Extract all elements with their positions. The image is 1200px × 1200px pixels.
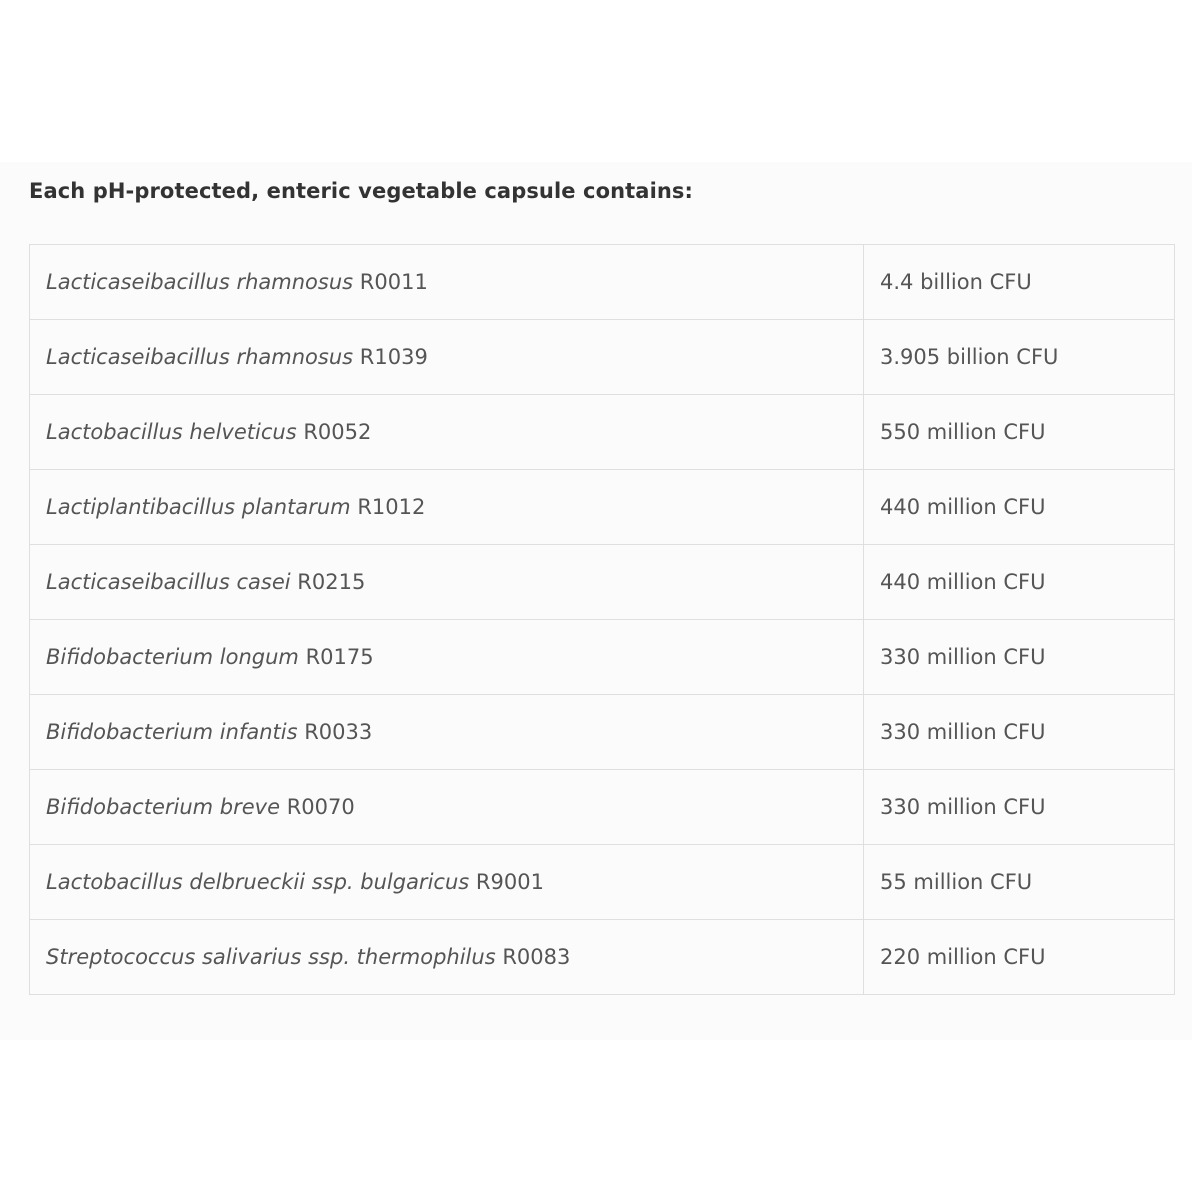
amount-cell: 330 million CFU [864, 620, 1175, 695]
species-name: Lactobacillus delbrueckii ssp. bulgaricus [46, 870, 470, 894]
table-row [30, 245, 1175, 320]
species-name: Streptococcus salivarius ssp. thermophilus [46, 945, 496, 969]
amount-cell: 550 million CFU [864, 395, 1175, 470]
strain-code: R0033 [304, 720, 373, 744]
amount-cell: 440 million CFU [864, 470, 1175, 545]
strain-cell [30, 770, 864, 845]
species-name: Bifidobacterium longum [46, 645, 299, 669]
species-name: Lacticaseibacillus rhamnosus [46, 345, 354, 369]
table-row [30, 470, 1175, 545]
strain-code: R0052 [303, 420, 372, 444]
table-row [30, 620, 1175, 695]
amount-cell: 55 million CFU [864, 845, 1175, 920]
table-row [30, 920, 1175, 995]
strain-cell [30, 545, 864, 620]
table-row [30, 320, 1175, 395]
strain-code: R1012 [357, 495, 426, 519]
species-name: Bifidobacterium breve [46, 795, 281, 819]
amount-cell: 330 million CFU [864, 770, 1175, 845]
strain-cell [30, 320, 864, 395]
table-row [30, 395, 1175, 470]
capsule-contents-heading: Each pH-protected, enteric vegetable capsule contains: [29, 179, 694, 203]
species-name: Lacticaseibacillus rhamnosus [46, 270, 354, 294]
ingredients-table [29, 244, 1175, 995]
table-row [30, 845, 1175, 920]
table-row [30, 695, 1175, 770]
strain-cell [30, 245, 864, 320]
amount-cell: 330 million CFU [864, 695, 1175, 770]
amount-cell: 4.4 billion CFU [864, 245, 1175, 320]
strain-code: R0215 [297, 570, 366, 594]
strain-code: R0011 [359, 270, 428, 294]
amount-cell: 3.905 billion CFU [864, 320, 1175, 395]
strain-code: R1039 [359, 345, 428, 369]
species-name: Lacticaseibacillus casei [46, 570, 291, 594]
strain-code: R0083 [502, 945, 571, 969]
strain-cell [30, 470, 864, 545]
species-name: Bifidobacterium infantis [46, 720, 298, 744]
species-name: Lactobacillus helveticus [46, 420, 297, 444]
strain-cell [30, 395, 864, 470]
amount-cell: 220 million CFU [864, 920, 1175, 995]
strain-cell [30, 620, 864, 695]
strain-code: R0175 [305, 645, 374, 669]
species-name: Lactiplantibacillus plantarum [46, 495, 351, 519]
strain-code: R0070 [286, 795, 355, 819]
strain-cell [30, 845, 864, 920]
strain-cell [30, 920, 864, 995]
strain-code: R9001 [475, 870, 544, 894]
strain-cell [30, 695, 864, 770]
table-row [30, 545, 1175, 620]
table-row [30, 770, 1175, 845]
amount-cell: 440 million CFU [864, 545, 1175, 620]
